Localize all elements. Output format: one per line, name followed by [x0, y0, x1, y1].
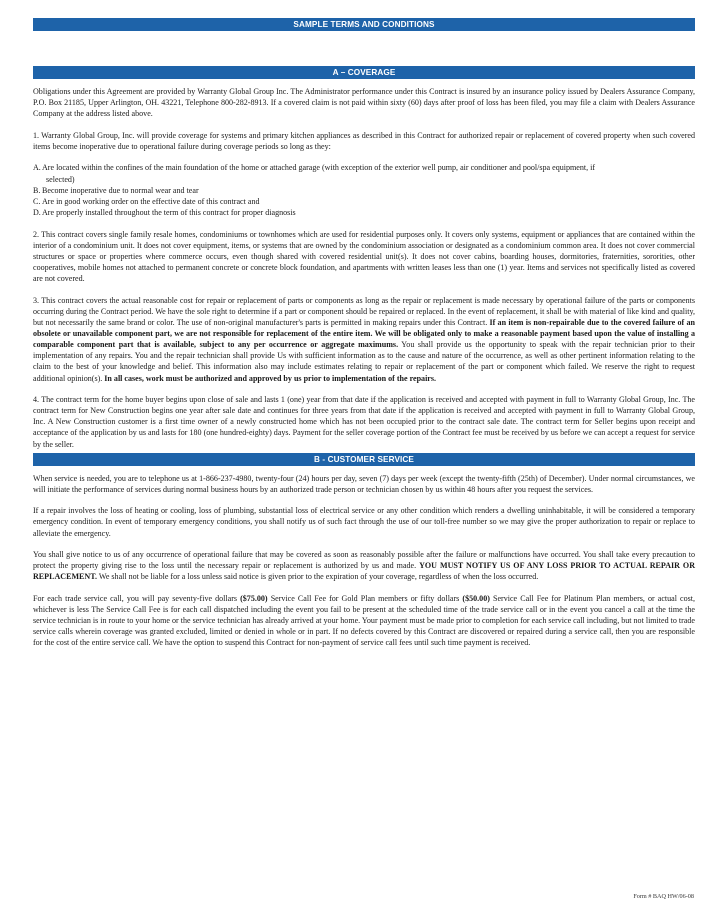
coverage-item-1: 1. Warranty Global Group, Inc. will provide coverage for systems and primary kitchen appliances as described in this Contract for authorized repair or replacement of covered property when such covered items become inoperative due to operational failure during coverage periods so long as they: [33, 130, 695, 151]
section-heading-coverage: A – COVERAGE [33, 66, 695, 79]
coverage-item-3: 3. This contract covers the actual reasonable cost for repair or replacement of parts or components as long as the repair or replacement is made necessary by operational failure of the parts or components occurring during the Contract period. We have the sole right to determine if a part or component should be repaired or replaced. In the event of replacement, it shall be with material of like kind and quality, but not necessarily the same brand or color. The use of non-original manufacturer's parts is permitted in making repairs under this Contract. If an item is non-repairable due to the covered failure of an obsolete or unavailable component part, we are not responsible for replacement of the entire item. We will be obligated only to make a reasonable payment based upon the value of installing a comparable component part that is available, subject to any per occurrence or aggregate maximums. You shall provide us the opportunity to speak with the repair technician prior to their implementation of any repairs. You and the repair technician shall provide Us with sufficient information as to the cause and nature of the occurrence, as well as other pertinent information relating to the claim to the best of your knowledge and belief. This information also may include estimates relating to repair or replacement of the part or component which failed. We reserve the right to request additional opinion(s). In all cases, work must be authorized and approved by us prior to implementation of the repairs. [33, 295, 695, 383]
form-number: Form # BAQ HW/06-08 [633, 893, 694, 900]
page-title: SAMPLE TERMS AND CONDITIONS [33, 18, 695, 31]
list-item: A. Are located within the confines of the main foundation of the home or attached garage (with exception of the exterior well pump, air conditioner and pool/spa equipment, if selected) [33, 163, 596, 184]
section-heading-customer-service: B - CUSTOMER SERVICE [33, 453, 695, 466]
list-item: C. Are in good working order on the effective date of this contract and [33, 196, 260, 206]
coverage-item-2: 2. This contract covers single family resale homes, condominiums or townhomes which are used for residential purposes only. It covers only systems, equipment or appliances that are contained within the interior of a condominium unit. It does not cover equipment, items, or systems that are owned by the condominium association or designated as a condominium common area. It does not cover commercial structures or space or properties where commerce occurs, even though shared with covered residential unit(s). It does not cover cabins, boarding houses, dormitories, fraternities, sororities, other cooperatives, mobile homes not attached to permanent concrete or concrete block foundation, and apartments with written leases less than one (1) year. Items and services not specifically listed as covered are not covered. [33, 229, 695, 284]
terms-page [33, 18, 695, 659]
service-paragraph-2: If a repair involves the loss of heating or cooling, loss of plumbing, substantial loss of electrical service or any other condition which renders a dwelling uninhabitable, it will be considered a temporary emergency condition. In event of temporary emergency conditions, you shall notify us of such fact through the use of our toll-free number so we may give the proper authorization to repair or replace to alleviate the emergency. [33, 506, 695, 538]
service-paragraph-4: For each trade service call, you will pay seventy-five dollars ($75.00) Service Call Fee for Gold Plan members or fifty dollars ($50.00) Service Call Fee for Platinum Plan members, or actual cost, whichever is less The Service Call Fee is for each call dispatched including the event you fail to be present at the scheduled time of the trade service call or in the event you cancel a call at the time the service technician is in route to your home or the service technician has already arrived at your home. Your payment must be made prior to completion for each service call including, but not limited to trade service calls wherein coverage was granted excluded, limited or denied in whole or in part. If no defects covered by this Contract are discovered or repaired during a service call, then you are responsible for the cost of the entire service call. We have the option to suspend this Contract for non-payment of service call fees until such time payment is received. [33, 593, 696, 648]
service-paragraph-1: When service is needed, you are to telephone us at 1-866-237-4980, twenty-four (24) hours per day, seven (7) days per week (except the twenty-fifth (25th) of December). Under normal circumstances, we will initiate the performance of services during normal business hours by an authorized trade person or technician chosen by us within 48 hours after you request the services. [33, 473, 695, 494]
service-paragraph-3: You shall give notice to us of any occurrence of operational failure that may be covered as soon as reasonably possible after the failure or malfunctions have occurred. You shall take every precaution to protect the property giving rise to the loss until the necessary repair or replacement is authorized by us and made. YOU MUST NOTIFY US OF ANY LOSS PRIOR TO ACTUAL REPAIR OR REPLACEMENT. We shall not be liable for a loss unless said notice is given prior to the expiration of your coverage, regardless of when the loss occurred. [33, 550, 696, 582]
list-item: B. Become inoperative due to normal wear and tear [33, 185, 199, 195]
coverage-item-4: 4. The contract term for the home buyer begins upon close of sale and lasts 1 (one) year from that date if the application is received and accepted with payment in full to Warranty Global Group, Inc. The contract term for New Construction begins one year after sale date and continues for three years from that date if the application is received and accepted with payment in full to Warranty Global Group, Inc. A New Construction customer is a first time owner of a newly constructed home which has not been occupied prior to the contract sale date. The contract term for Seller begins upon receipt and acceptance of the application by us and lasts for 180 (one hundred-eighty) days. Payment for the seller coverage portion of the Contract fee must be received by us before we can accept a request for service by the seller. [33, 395, 695, 449]
coverage-intro: Obligations under this Agreement are provided by Warranty Global Group Inc. The Administrator performance under this Contract is insured by an insurance policy issued by Dealers Assurance Company, P.O. Box 21185, Upper Arlington, OH. 43221, Telephone 800-282-8913. If a covered claim is not paid within sixty (60) days after proof of loss has been filed, you may file a claim with Dealers Assurance Company at the address listed above. [33, 87, 695, 119]
coverage-conditions-list [33, 162, 695, 217]
list-item: D. Are properly installed throughout the term of this contract for proper diagnosis [33, 207, 296, 217]
